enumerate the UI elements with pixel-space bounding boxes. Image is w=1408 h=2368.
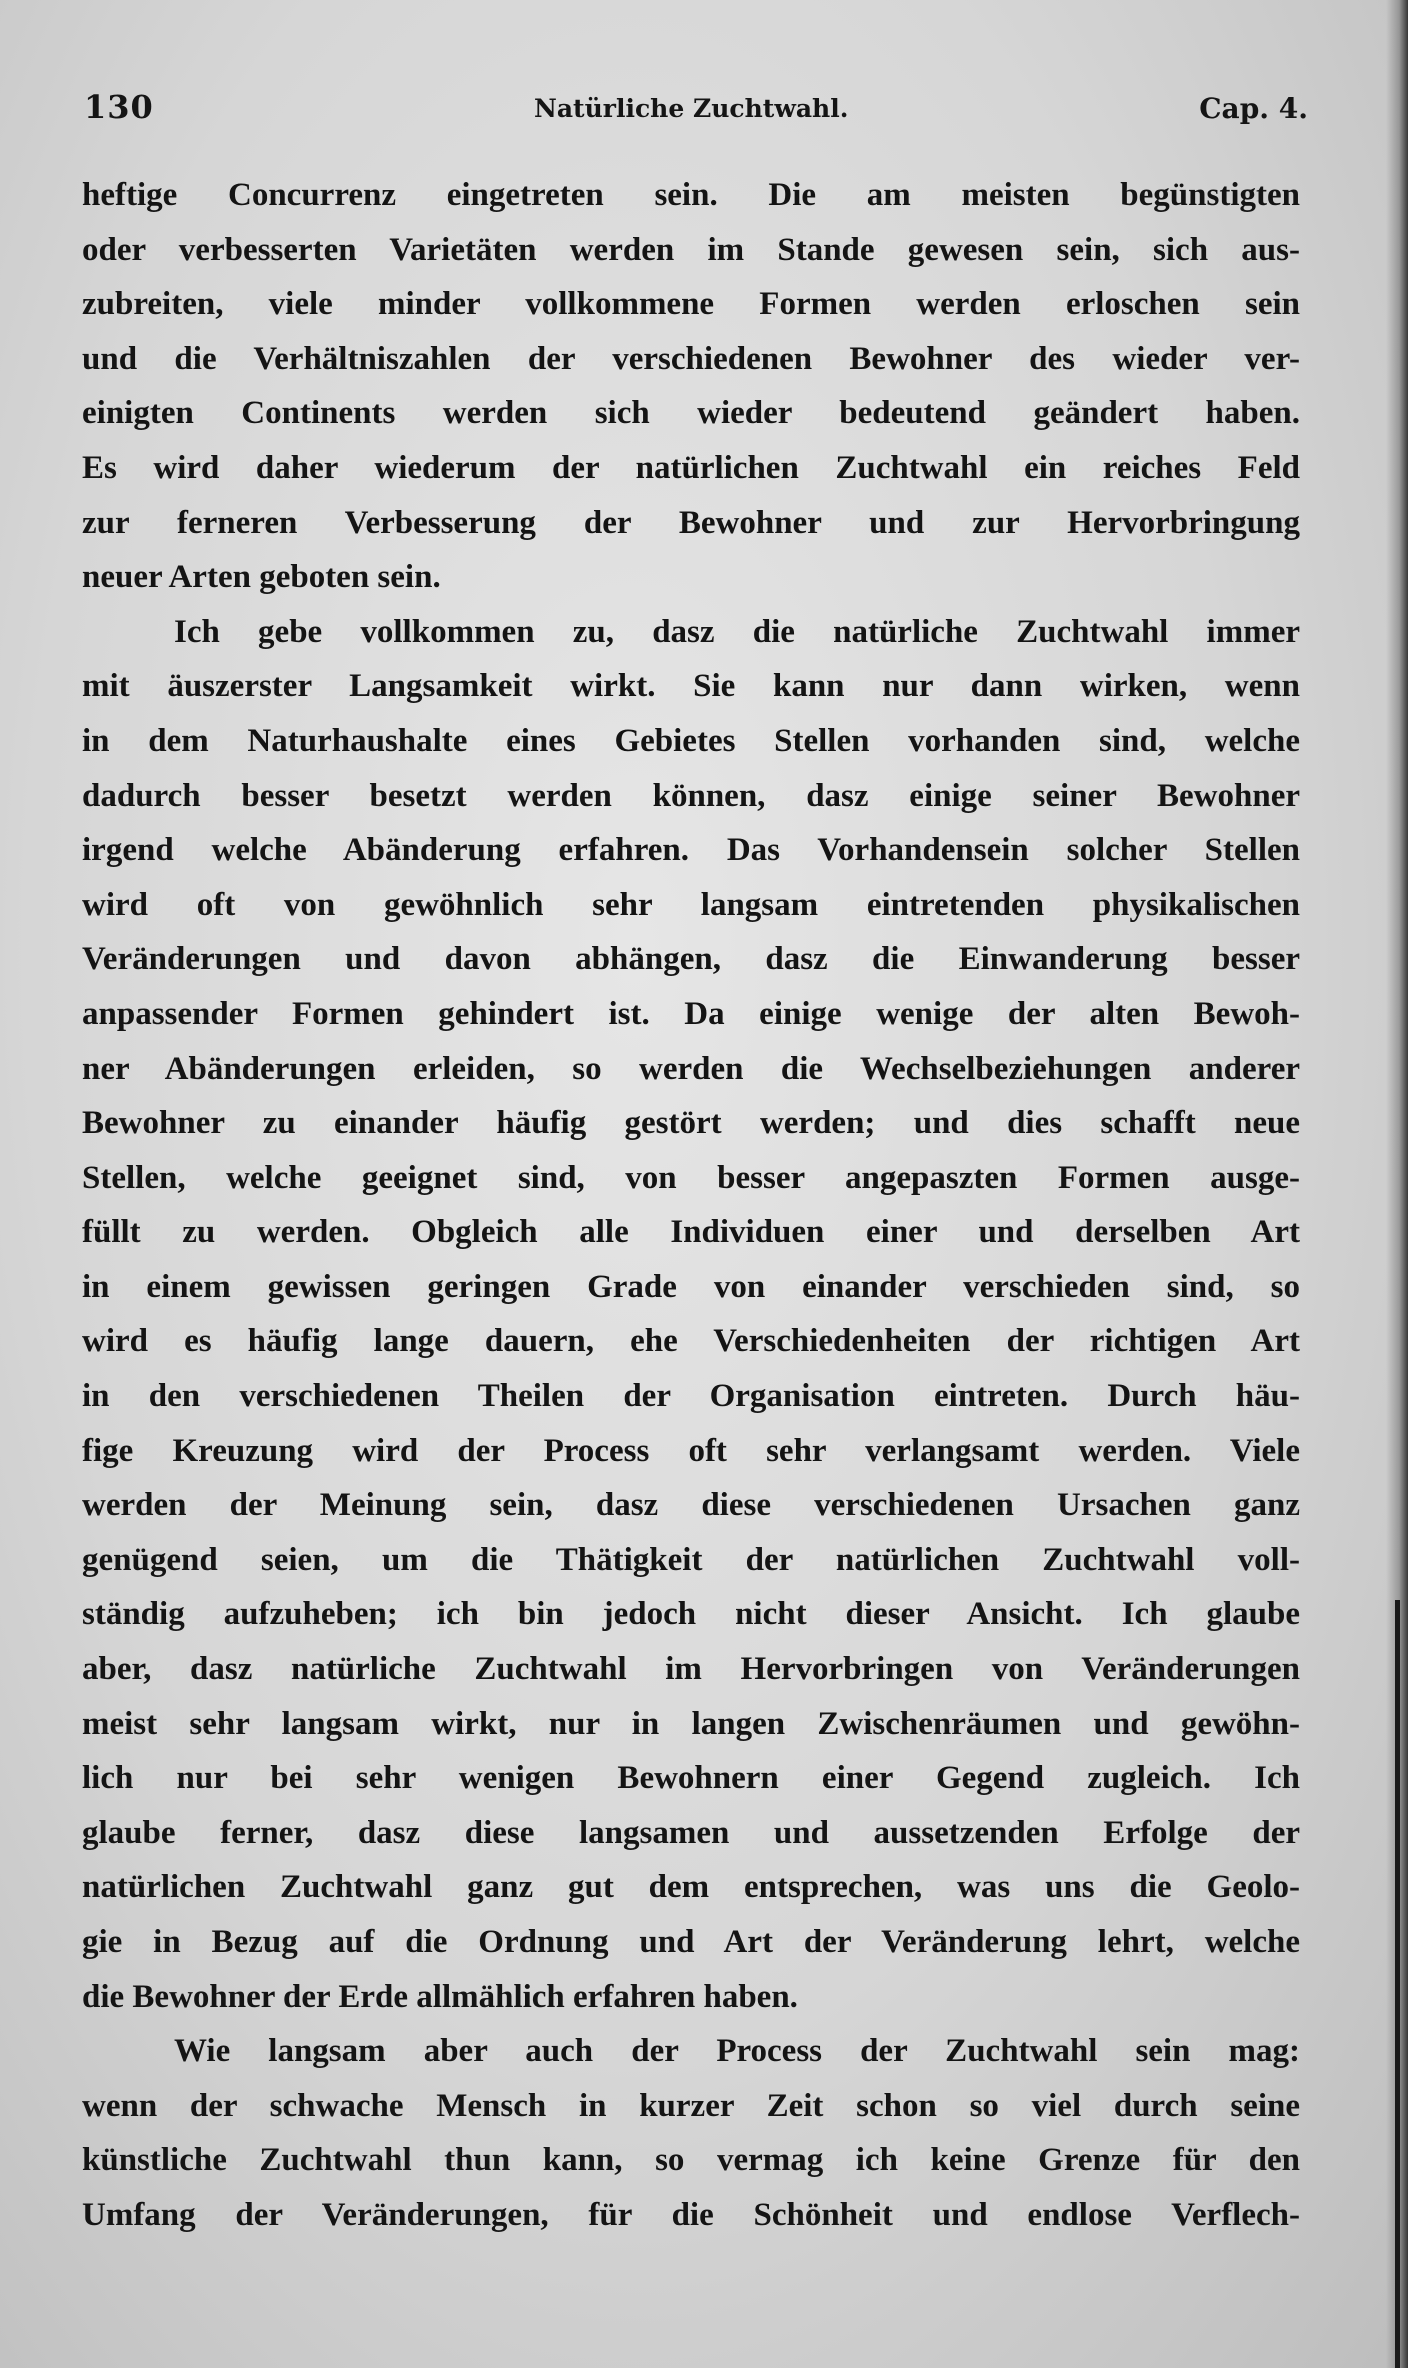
text-line: Bewohner zu einander häufig gestört werden; und dies schafft neue — [82, 1105, 1300, 1142]
text-line: zur ferneren Verbesserung der Bewohner und zur Hervorbringung — [82, 504, 1300, 541]
text-line: und die Verhältniszahlen der verschiedenen Bewohner des wieder ver- — [82, 340, 1300, 377]
text-line: genügend seien, um die Thätigkeit der natürlichen Zuchtwahl voll- — [82, 1541, 1300, 1578]
text-line: wenn der schwache Mensch in kurzer Zeit schon so viel durch seine — [82, 2087, 1300, 2124]
page-edge-line — [1395, 1600, 1400, 2368]
text-line: heftige Concurrenz eingetreten sein. Die am meisten begünstigten — [82, 177, 1300, 213]
text-line: Ich gebe vollkommen zu, dasz die natürliche Zuchtwahl immer — [174, 613, 1300, 650]
text-line: in dem Naturhaushalte eines Gebietes Stellen vorhanden sind, welche — [82, 722, 1300, 759]
text-line: neuer Arten geboten sein. — [82, 559, 441, 596]
chapter-reference: Cap. 4. — [1199, 92, 1308, 125]
text-line: oder verbesserten Varietäten werden im Stande gewesen sein, sich aus- — [82, 231, 1300, 268]
text-line: Stellen, welche geeignet sind, von besser angepaszten Formen ausge- — [82, 1159, 1300, 1196]
text-line: dadurch besser besetzt werden können, dasz einige seiner Bewohner — [82, 777, 1300, 814]
text-line: wird oft von gewöhnlich sehr langsam eintretenden physikalischen — [82, 886, 1300, 923]
page-header — [84, 88, 1308, 140]
text-line: fige Kreuzung wird der Process oft sehr verlangsamt werden. Viele — [82, 1432, 1300, 1469]
text-line: irgend welche Abänderung erfahren. Das Vorhandensein solcher Stellen — [82, 832, 1300, 869]
text-line: zubreiten, viele minder vollkommene Formen werden erloschen sein — [82, 286, 1300, 323]
text-line: füllt zu werden. Obgleich alle Individuen einer und derselben Art — [82, 1214, 1300, 1251]
text-line: ner Abänderungen erleiden, so werden die Wechselbeziehungen anderer — [82, 1050, 1300, 1087]
text-line: wird es häufig lange dauern, ehe Verschiedenheiten der richtigen Art — [82, 1323, 1300, 1360]
text-line: in den verschiedenen Theilen der Organisation eintreten. Durch häu- — [82, 1378, 1300, 1415]
text-line: Umfang der Veränderungen, für die Schönheit und endlose Verflech- — [82, 2196, 1300, 2233]
text-line: meist sehr langsam wirkt, nur in langen Zwischenräumen und gewöhn- — [82, 1705, 1300, 1742]
running-title: Natürliche Zuchtwahl. — [534, 94, 849, 123]
text-line: anpassender Formen gehindert ist. Da einige wenige der alten Bewoh- — [82, 995, 1300, 1032]
page-number: 130 — [84, 88, 154, 126]
text-line: künstliche Zuchtwahl thun kann, so vermag ich keine Grenze für den — [82, 2142, 1300, 2179]
text-line: Es wird daher wiederum der natürlichen Zuchtwahl ein reiches Feld — [82, 449, 1300, 486]
text-line: natürlichen Zuchtwahl ganz gut dem entsprechen, was uns die Geolo- — [82, 1869, 1300, 1906]
text-line: die Bewohner der Erde allmählich erfahren haben. — [82, 1978, 798, 2015]
text-line: ständig aufzuheben; ich bin jedoch nicht dieser Ansicht. Ich glaube — [82, 1596, 1300, 1633]
text-line: in einem gewissen geringen Grade von einander verschieden sind, so — [82, 1268, 1300, 1305]
body-text — [82, 168, 1300, 2243]
text-line: glaube ferner, dasz diese langsamen und aussetzenden Erfolge der — [82, 1814, 1300, 1851]
text-line: mit äuszerster Langsamkeit wirkt. Sie kann nur dann wirken, wenn — [82, 668, 1300, 705]
text-line: Wie langsam aber auch der Process der Zuchtwahl sein mag: — [174, 2033, 1300, 2070]
text-line: aber, dasz natürliche Zuchtwahl im Hervorbringen von Veränderungen — [82, 1651, 1300, 1688]
text-line: gie in Bezug auf die Ordnung und Art der Veränderung lehrt, welche — [82, 1924, 1300, 1960]
text-line: einigten Continents werden sich wieder bedeutend geändert haben. — [82, 395, 1300, 432]
text-line: werden der Meinung sein, dasz diese verschiedenen Ursachen ganz — [82, 1487, 1300, 1524]
text-line: lich nur bei sehr wenigen Bewohnern einer Gegend zugleich. Ich — [82, 1760, 1300, 1797]
text-line: Veränderungen und davon abhängen, dasz die Einwanderung besser — [82, 941, 1300, 978]
